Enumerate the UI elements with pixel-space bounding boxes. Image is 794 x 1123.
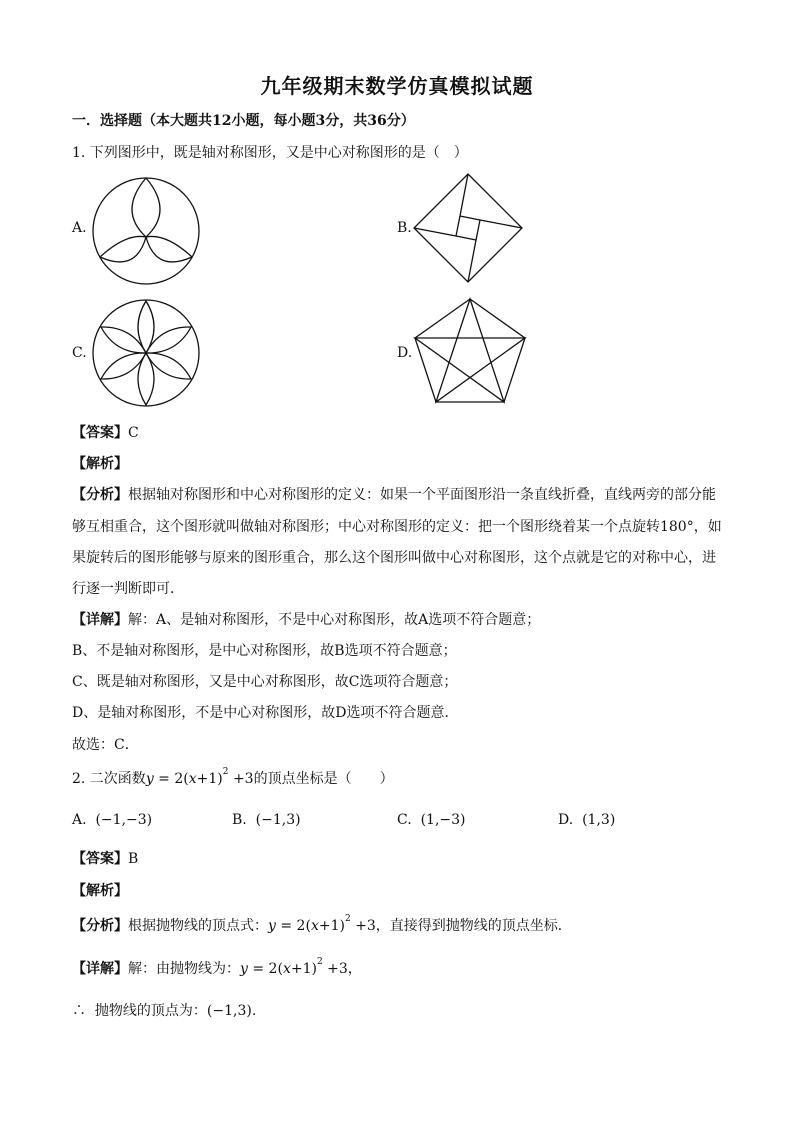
detail-tag: 【详解】: [72, 961, 128, 977]
q2-stem-suffix: 的顶点坐标是（ ）: [253, 771, 394, 787]
q2-option-c: [397, 812, 466, 828]
q1-detail-line-2: B、不是轴对称图形，是中心对称图形，故B选项不符合题意；: [72, 643, 457, 659]
q2-vertex-line: ∴ 抛物线的顶点为：(−1,3).: [72, 1003, 257, 1019]
q2-detail: 【详解】解：由抛物线为：$y = 2(x+1)^2 +3$，: [72, 957, 362, 977]
fenxi-tag: 【分析】: [72, 487, 128, 503]
q2-option-a-label: A.: [72, 812, 87, 828]
q2-fenxi: 【分析】根据抛物线的顶点式：$y = 2(x+1)^2 +3$，直接得到抛物线的顶点坐标．: [72, 914, 572, 934]
q2-option-a: [72, 812, 152, 828]
q1-detail-line-3: C、既是轴对称图形，又是中心对称图形，故C选项符合题意；: [72, 674, 458, 690]
q2-option-d: [558, 812, 615, 828]
fenxi-text: 根据轴对称图形和中心对称图形的定义：如果一个平面图形沿一条直线折叠，直线两旁的部分能: [128, 487, 716, 503]
q1-option-b-label: B.: [397, 220, 412, 236]
q1-fenxi-line-4: 行逐一判断即可．: [72, 581, 184, 597]
answer-tag: 【答案】: [72, 851, 128, 867]
q2-option-b-value: (−1,3): [255, 812, 301, 828]
q2-detail-formula: $y = 2(x+1)^2 +3$: [240, 957, 348, 977]
q2-answer: [72, 848, 138, 868]
q2-vertex-value: (−1,3): [206, 1003, 252, 1019]
q2-option-c-value: (1,−3): [420, 812, 466, 828]
q1-figure-c: [90, 297, 202, 409]
q1-figure-a: [90, 175, 202, 287]
question-2-stem: [72, 768, 394, 788]
answer-tag: 【答案】: [72, 425, 128, 441]
q2-option-b: [232, 812, 301, 828]
q1-answer: [72, 422, 139, 442]
q1-figure-b: [412, 172, 524, 284]
q2-option-d-label: D.: [558, 812, 574, 828]
detail-text: 解：A、是轴对称图形，不是中心对称图形，故A选项不符合题意；: [128, 612, 541, 628]
q1-fenxi-line-1: [72, 484, 716, 504]
q2-analysis-tag: 【解析】: [72, 883, 128, 899]
q1-figure-d: [412, 296, 528, 406]
q2-option-b-label: B.: [232, 812, 247, 828]
page-title: 九年级期末数学仿真模拟试题: [260, 74, 534, 98]
q2-formula: $y = 2(x+1)^2 +3$: [145, 767, 254, 787]
q2-option-c-label: C.: [397, 812, 412, 828]
detail-tag: 【详解】: [72, 612, 128, 628]
answer-value: B: [128, 851, 139, 867]
q1-option-c-label: C.: [72, 345, 87, 361]
q1-fenxi-line-3: 果旋转后的图形能够与原来的图形重合，那么这个图形叫做中心对称图形，这个点就是它的对称中心，进: [72, 550, 716, 566]
q1-fenxi-line-2: 够互相重合，这个图形就叫做轴对称图形；中心对称图形的定义：把一个图形绕着某一个点旋转180°，如: [72, 519, 722, 535]
answer-value: C: [128, 425, 139, 441]
q1-detail-line-4: D、是轴对称图形，不是中心对称图形，故D选项不符合题意．: [72, 705, 459, 721]
section-heading: 一．选择题（本大题共12小题，每小题3分，共36分）: [72, 113, 415, 129]
q2-fenxi-formula: $y = 2(x+1)^2 +3$: [268, 914, 376, 934]
q2-option-d-value: (1,3): [582, 812, 616, 828]
q1-detail-line-1: [72, 609, 540, 629]
fenxi-tag: 【分析】: [72, 918, 128, 934]
q2-stem-prefix: 2. 二次函数: [72, 771, 146, 787]
q1-analysis-tag: 【解析】: [72, 456, 128, 472]
therefore-symbol: ∴: [72, 1003, 86, 1019]
q1-option-a-label: A.: [72, 220, 87, 236]
q1-option-d-label: D.: [397, 345, 413, 361]
question-1-stem: 1. 下列图形中，既是轴对称图形，又是中心对称图形的是（ ）: [72, 145, 468, 161]
q1-conclusion: 故选：C．: [72, 737, 139, 753]
q2-option-a-value: (−1,−3): [95, 812, 153, 828]
